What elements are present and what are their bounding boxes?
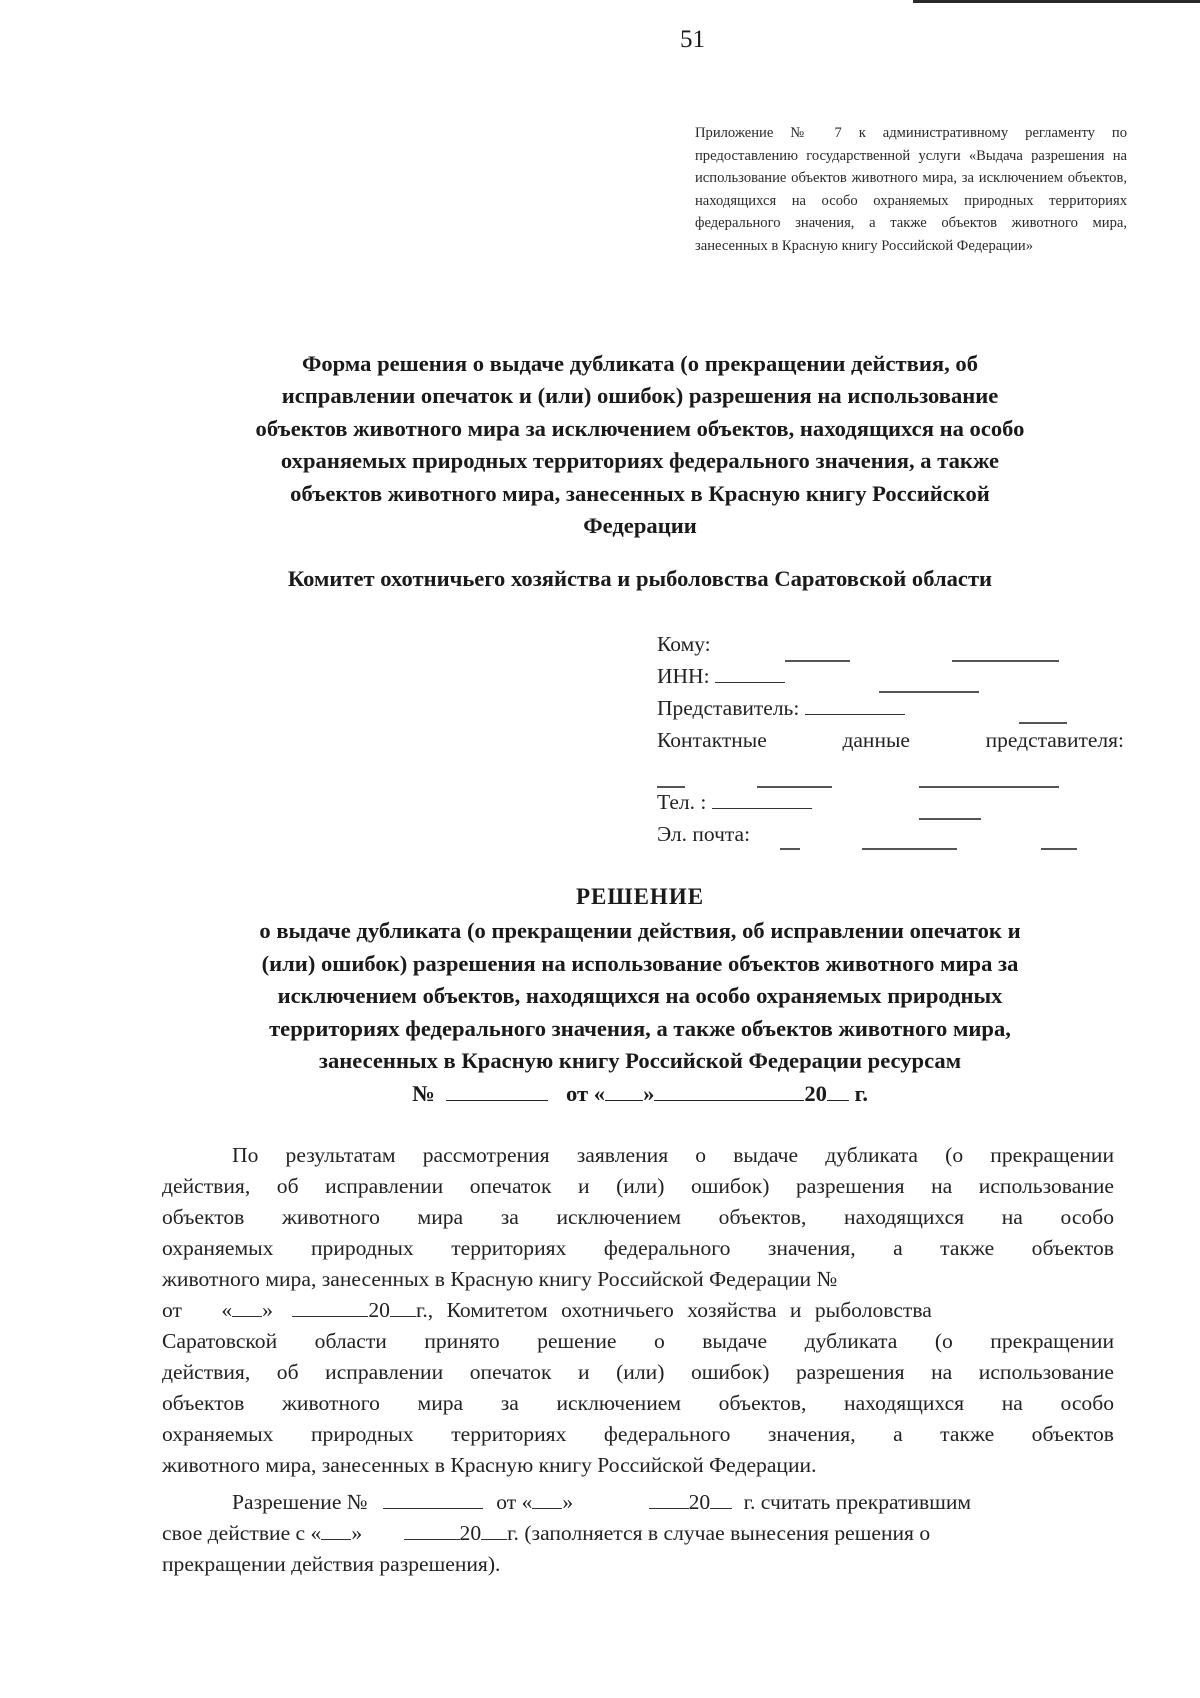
form-title [160, 348, 1120, 542]
recipient-email-row [657, 822, 750, 847]
scan-corner-line [913, 0, 1200, 3]
blank-line [919, 818, 981, 820]
permit-ot: от « [496, 1490, 533, 1514]
blank-line [919, 786, 1059, 788]
recipient-to-row [657, 632, 711, 657]
decision-subtitle [160, 915, 1120, 1078]
year-blank [827, 1078, 849, 1101]
form-title-line: Федерации [583, 513, 697, 539]
permit-line-2 [162, 1521, 1114, 1546]
contact-word: представителя: [985, 728, 1124, 752]
body-line: действия, об исправлении опечаток и (или) ошибок) разрешения на использование [162, 1174, 1114, 1198]
number-sign: № [412, 1081, 435, 1106]
recipient-phone-label: Тел. : [657, 790, 707, 814]
recipient-inn-label: ИНН: [657, 664, 710, 688]
form-title-line: охраняемых природных территориях федерального значения, а также [280, 448, 1000, 474]
body-date-line [162, 1298, 1114, 1323]
body-line: животного мира, занесенных в Красную книгу Российской Федерации № [162, 1267, 838, 1291]
blank-line [785, 660, 850, 662]
body-line: охраняемых природных территориях федерального значения, а также объектов [162, 1236, 1114, 1260]
month-blank [292, 1298, 368, 1317]
decision-subtitle-line: исключением объектов, находящихся на особо охраняемых природных [277, 983, 1003, 1008]
permit-line2-quote: » [351, 1521, 363, 1545]
blank-line [757, 786, 832, 788]
body-line: По результатам рассмотрения заявления о выдаче дубликата (о прекращении [232, 1143, 1114, 1167]
body-line: объектов животного мира за исключением объектов, находящихся на особо [162, 1205, 1114, 1229]
from-label: от « [566, 1081, 606, 1106]
recipient-representative-row [657, 696, 905, 721]
permit-quote: » [562, 1490, 574, 1514]
decision-subtitle-line: занесенных в Красную книгу Российской Федерации ресурсам [318, 1048, 962, 1073]
contact-word: данные [842, 728, 910, 752]
form-title-line: объектов животного мира, занесенных в Красную книгу Российской [290, 480, 990, 506]
body-line: объектов животного мира за исключением объектов, находящихся на особо [162, 1391, 1114, 1415]
page-number: 51 [680, 26, 705, 53]
blank-line [780, 848, 800, 850]
phone-blank [712, 790, 812, 809]
year-blank [481, 1521, 507, 1540]
permit-year: 20 [688, 1490, 711, 1514]
recipient-contact-row [657, 728, 1124, 753]
year-prefix: 20 [804, 1081, 827, 1106]
permit-line2-year: 20 [459, 1521, 482, 1545]
form-title-line: объектов животного мира за исключением объектов, находящихся на особо [255, 415, 1025, 441]
permit-line-3: прекращении действия разрешения). [162, 1552, 501, 1576]
body-line: действия, об исправлении опечаток и (или) ошибок) разрешения на использование [162, 1360, 1114, 1384]
decision-number-line [160, 1078, 1120, 1107]
body-line: Саратовской области принято решение о выдаче дубликата (о прекращении [162, 1329, 1114, 1353]
day-blank [532, 1490, 562, 1509]
appendix-note: Приложение № 7 к административному регламенту по предоставлению государственной услуги «Выдача разрешения на использование объектов животного мира, за исключением объектов, находящихся на особо охраняемых природных территориях федерального значения, а также объектов животного мира, занесенных в Красную книгу Российской Федерации» [695, 125, 1127, 254]
blank-line [879, 691, 979, 693]
body-line: животного мира, занесенных в Красную книгу Российской Федерации. [162, 1453, 817, 1477]
permit-rest: г. считать прекратившим [743, 1490, 972, 1514]
date-year-prefix: 20 [368, 1298, 390, 1322]
year-blank [710, 1490, 732, 1509]
blank-line [1019, 722, 1067, 724]
recipient-to-label: Кому: [657, 632, 711, 656]
body-line: охраняемых природных территориях федерального значения, а также объектов [162, 1422, 1114, 1446]
representative-blank [805, 696, 905, 715]
year-blank [390, 1298, 416, 1317]
blank-line [1041, 848, 1077, 850]
recipient-inn-row [657, 664, 785, 689]
form-title-line: исправлении опечаток и (или) ошибок) разрешения на использование [281, 383, 999, 409]
contact-word: Контактные [657, 728, 767, 752]
decision-heading: РЕШЕНИЕ [575, 884, 705, 909]
committee-name: Комитет охотничьего хозяйства и рыболовства Саратовской области [287, 566, 993, 591]
day-blank [605, 1078, 643, 1101]
day-blank [232, 1298, 262, 1317]
form-title-line: Форма решения о выдаче дубликата (о прекращении действия, об [301, 351, 978, 376]
decision-subtitle-line: о выдаче дубликата (о прекращении действия, об исправлении опечаток и [259, 918, 1021, 943]
date-quote-close: » [262, 1298, 273, 1322]
permit-line-1 [232, 1490, 1114, 1515]
recipient-phone-row [657, 790, 812, 815]
month-blank [404, 1521, 460, 1540]
date-quote-open: « [221, 1298, 233, 1322]
blank-line [657, 786, 685, 788]
decision-subtitle-line: (или) ошибок) разрешения на использование объектов животного мира за [261, 950, 1019, 976]
permit-line2-start: свое действие с « [162, 1521, 322, 1545]
permit-label: Разрешение № [232, 1490, 368, 1514]
recipient-representative-label: Представитель: [657, 696, 800, 720]
day-blank [321, 1521, 351, 1540]
year-suffix: г. [848, 1081, 868, 1106]
permit-line2-rest: г. (заполняется в случае вынесения решения о [507, 1521, 931, 1545]
number-blank [446, 1078, 548, 1101]
month-blank [654, 1078, 804, 1101]
month-blank [649, 1490, 689, 1509]
date-rest: г., Комитетом охотничьего хозяйства и рыболовства [415, 1298, 932, 1322]
blank-line [952, 660, 1059, 662]
permit-number-blank [383, 1490, 483, 1509]
recipient-email-label: Эл. почта: [657, 822, 751, 846]
blank-line [862, 848, 957, 850]
inn-blank [715, 664, 785, 683]
quote-close: » [643, 1081, 655, 1106]
decision-subtitle-line: территориях федерального значения, а также объектов животного мира, [269, 1015, 1011, 1041]
date-ot: от [162, 1298, 182, 1322]
